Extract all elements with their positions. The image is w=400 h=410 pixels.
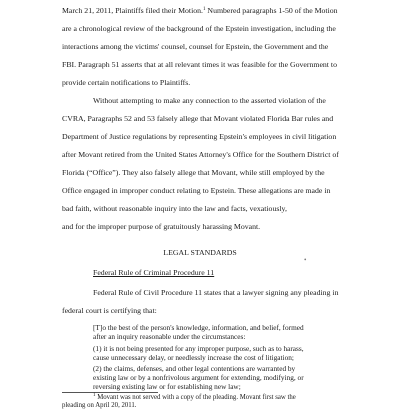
- body-line: FBI. Paragraph 51 asserts that at all relevant times it was feasible for the Government to: [62, 60, 337, 69]
- body-line: after Movant retired from the United States Attorney's Office for the Southern District of: [62, 150, 339, 159]
- body-line: are a chronological review of the background of the Epstein investigation, including the: [62, 24, 336, 33]
- quote-line: cause unnecessary delay, or needlessly increase the cost of litigation;: [93, 353, 294, 362]
- section-heading: LEGAL STANDARDS: [163, 248, 237, 257]
- body-text: Numbered paragraphs 1-50 of the Motion: [205, 6, 338, 15]
- quote-line: reversing existing law or for establishing new law;: [93, 382, 241, 391]
- body-line: Florida (“Office”). They also falsely allege that Movant, while still employed by the: [62, 168, 325, 177]
- subsection-heading: Federal Rule of Criminal Procedure 11: [93, 268, 215, 277]
- footnote-ref: 1: [202, 7, 206, 12]
- body-line: Office engaged in improper conduct relating to Epstein. These allegations are made in: [62, 186, 331, 195]
- body-line: Federal Rule of Civil Procedure 11 states that a lawyer signing any pleading in: [93, 288, 339, 297]
- body-line: provide certain notifications to Plaintiffs.: [62, 78, 191, 87]
- body-line: bad faith, without reasonable inquiry into the law and facts, vexatiously,: [62, 204, 287, 213]
- body-line: CVRA, Paragraphs 52 and 53 falsely allege that Movant violated Florida Bar rules and: [62, 114, 334, 123]
- quote-line: (2) the claims, defenses, and other legal contentions are warranted by: [93, 364, 296, 373]
- body-line: federal court is certifying that:: [62, 306, 157, 315]
- footnote-line: pleading on April 20, 2011.: [62, 402, 137, 409]
- quote-line: existing law or by a nonfrivolous argument for extending, modifying, or: [93, 373, 304, 382]
- quote-line: [T]o the best of the person's knowledge, information, and belief, formed: [93, 323, 304, 332]
- footnote-number: 1: [93, 393, 96, 398]
- body-line: [62, 6, 338, 16]
- margin-mark: •: [304, 256, 307, 264]
- body-line: Without attempting to make any connection to the asserted violation of the: [93, 96, 326, 105]
- body-line: interactions among the victims' counsel, counsel for Epstein, the Government and the: [62, 42, 329, 51]
- body-text: March 21, 2011, Plaintiffs filed their Motion.: [62, 6, 203, 15]
- quote-line: after an inquiry reasonable under the circumstances:: [93, 332, 246, 341]
- quote-line: (1) it is not being presented for any improper purpose, such as to harass,: [93, 344, 304, 353]
- body-line: Department of Justice regulations by representing Epstein's employees in civil litigation: [62, 132, 337, 141]
- body-line: and for the improper purpose of gratuitously harassing Movant.: [62, 222, 261, 231]
- footnote-text: Movant was not served with a copy of the pleading. Movant first saw the: [95, 394, 296, 401]
